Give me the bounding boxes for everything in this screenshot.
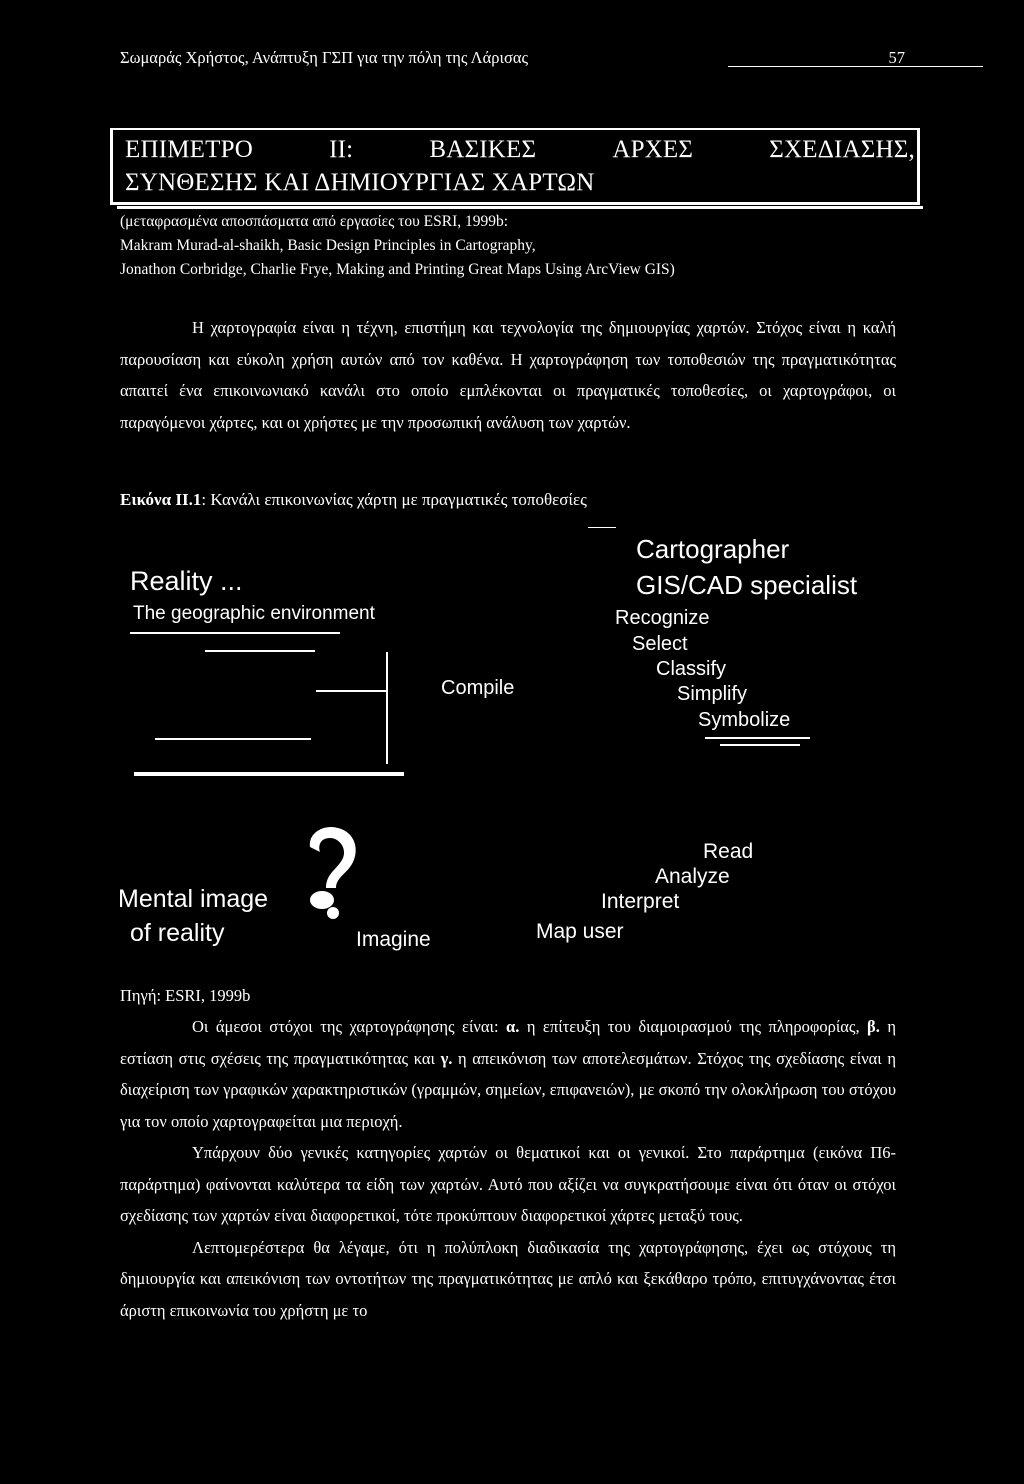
specialist-label: GIS/CAD specialist [636,570,858,600]
section-title-line-2: ΣΥΝΘΕΣΗΣ ΚΑΙ ΔΗΜΙΟΥΡΓΙΑΣ ΧΑΡΤΩΝ [125,169,595,196]
task-recognize: Recognize [615,607,710,629]
user-task-interpret: Interpret [601,890,680,913]
body-text [120,1011,896,1326]
title-word: ΒΑΣΙΚΕΣ [429,136,537,163]
diagram-line [205,650,315,652]
user-task-analyze: Analyze [655,865,730,888]
task-select: Select [632,633,688,655]
mental-image-line-2: of reality [130,919,225,947]
figure-label: Εικόνα ΙΙ.1 [120,490,202,509]
body-paragraph-2: Υπάρχουν δύο γενικές κατηγορίες χαρτών οι θεματικοί και οι γενικοί. Στο παράρτημα (εικόνα Π6-παράρτημα) φαίνονται καλύτερα τα είδη των χαρτών. Αυτό που αξίζει να συγκρατήσουμε είναι ότι όταν οι στόχοι σχεδίασης των χαρτών είναι διαφορετικοί, τότε προκύπτουν διαφορετικοί χάρτες μεταξύ τους. [120,1143,896,1225]
diagram-line [705,737,810,739]
running-title: Σωμαράς Χρήστος, Ανάπτυξη ΓΣΠ για την πόλη της Λάρισας [120,48,529,67]
list-marker: α. [506,1017,520,1036]
source-line: Makram Murad-al-shaikh, Basic Design Principles in Cartography, [120,237,536,254]
title-word: ΑΡΧΕΣ [612,136,694,163]
figure-caption [120,490,587,510]
task-classify: Classify [656,658,727,680]
text-run: η εστίαση στις σχέσεις της πραγματικότητας και [120,1017,896,1068]
imagine-label: Imagine [356,928,431,951]
environment-label: The geographic environment [133,603,375,624]
text-run: η επίτευξη του διαμοιρασμού της πληροφορίας, [519,1017,868,1036]
task-simplify: Simplify [677,683,748,705]
figure-caption-text: : Κανάλι επικοινωνίας χάρτη με πραγματικές τοποθεσίες [201,490,587,509]
body-paragraph-3: Λεπτομερέστερα θα λέγαμε, ότι η πολύπλοκη διαδικασία της χαρτογράφησης, έχει ως στόχους τη δημιουργία και απεικόνιση των οντοτήτων της πραγματικότητας με απλό και ξεκάθαρο τρόπο, επιτυγχάνοντας έτσι άριστη επικοινωνία του χρήστη με το [120,1237,896,1320]
reality-label: Reality ... [130,566,243,596]
source-line: (μεταφρασμένα αποσπάσματα από εργασίες του ESRI, 1999b: [120,213,509,230]
diagram-line [155,738,311,740]
intro-paragraph [120,312,896,438]
compile-label: Compile [441,677,515,699]
page-number: 57 [888,48,905,67]
thought-bubble-icon [300,822,370,927]
diagram-line [130,632,340,634]
mental-image-line-1: Mental image [118,885,269,913]
cartographer-label: Cartographer [636,534,790,564]
title-word: ΕΠΙΜΕΤΡΟ [125,136,253,163]
figure-source: Πηγή: ESRI, 1999b [120,986,251,1005]
title-word: ΣΧΕΔΙΑΣΗΣ, [769,136,915,163]
list-marker: β. [867,1017,880,1036]
user-task-read: Read [703,840,754,863]
diagram-line [386,652,388,764]
diagram-line [720,744,800,746]
source-line: Jonathon Corbridge, Charlie Frye, Making and Printing Great Maps Using ArcView GIS) [120,261,675,278]
body-paragraph-1 [120,1011,896,1137]
text-run: η απεικόνιση των αποτελεσμάτων. Στόχος της σχεδίασης είναι η διαχείριση των γραφικών χαρακτηριστικών (γραμμών, σημείων, επιφανειών), με σκοπό την ολοκλήρωση του στόχου για τον οποίο χαρτογραφείται μια περιοχή. [120,1048,896,1131]
header-rule [728,66,983,67]
text-run: Οι άμεσοι στόχοι της χαρτογράφησης είναι: [192,1017,507,1036]
section-title-line-1 [125,136,915,164]
intro-text: Η χαρτογραφία είναι η τέχνη, επιστήμη και τεχνολογία της δημιουργίας χαρτών. Στόχος είναι η καλή παρουσίαση και εύκολη χρήση αυτών από τον καθένα. Η χαρτογράφηση των τοποθεσιών της πραγματικότητας απαιτεί ένα επικοινωνιακό κανάλι στο οποίο εμπλέκονται οι πραγματικές τοποθεσίες, οι χαρτογράφοι, οι παραγόμενοι χάρτες, και οι χρήστες με την προσωπική ανάλυση των χαρτών. [120,318,896,432]
list-marker: γ. [440,1048,453,1068]
task-symbolize: Symbolize [698,709,791,731]
map-user-label: Map user [536,920,624,943]
diagram-line [588,527,616,528]
section-title-box [110,128,920,205]
diagram-line [316,690,386,692]
title-word: ΙΙ: [329,136,354,163]
diagram-line [134,772,404,776]
